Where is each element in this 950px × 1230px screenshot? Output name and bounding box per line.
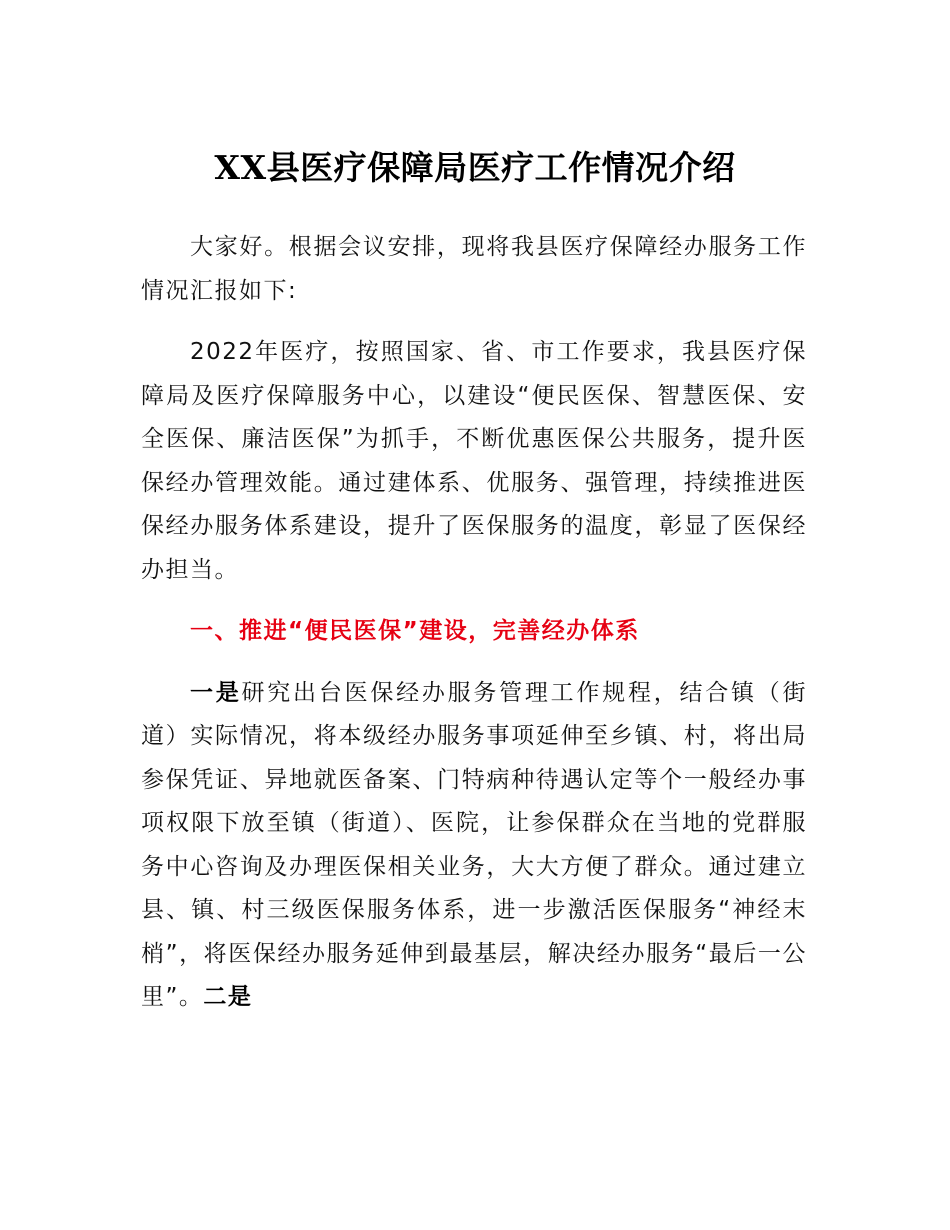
item-lead-2: 二是 [203, 984, 253, 1010]
document-body [141, 226, 807, 1020]
document-title: XX县医疗保障局医疗工作情况介绍 [214, 148, 736, 187]
item-paragraph [141, 672, 807, 1020]
item-lead-1: 一是 [190, 679, 242, 706]
section-heading-1: 一、推进“便民医保”建设，完善经办体系 [190, 618, 640, 644]
greeting-paragraph: 大家好。根据会议安排，现将我县医疗保障经办服务工作情况汇报如下: [141, 234, 807, 304]
item-body-1: 研究出台医保经办服务管理工作规程，结合镇（街道）实际情况，将本级经办服务事项延伸至乡镇、村，将出局参保凭证、异地就医备案、门特病种待遇认定等个一般经办事项权限下放至镇（街道）、医院，让参保群众在当地的党群服务中心咨询及办理医保相关业务，大大方便了群众。通过建立县、镇、村三级医保服务体系，进一步激活医保服务“神经末梢”，将医保经办服务延伸到最基层，解决经办服务“最后一公里”。 [141, 679, 808, 1010]
overview-paragraph: 2022年医疗，按照国家、省、市工作要求，我县医疗保障局及医疗保障服务中心，以建设“便民医保、智慧医保、安全医保、廉洁医保”为抓手，不断优惠医保公共服务，提升医保经办管理效能。通过建体系、优服务、强管理，持续推进医保经办服务体系建设，提升了医保服务的温度，彰显了医保经办担当。 [141, 339, 807, 583]
